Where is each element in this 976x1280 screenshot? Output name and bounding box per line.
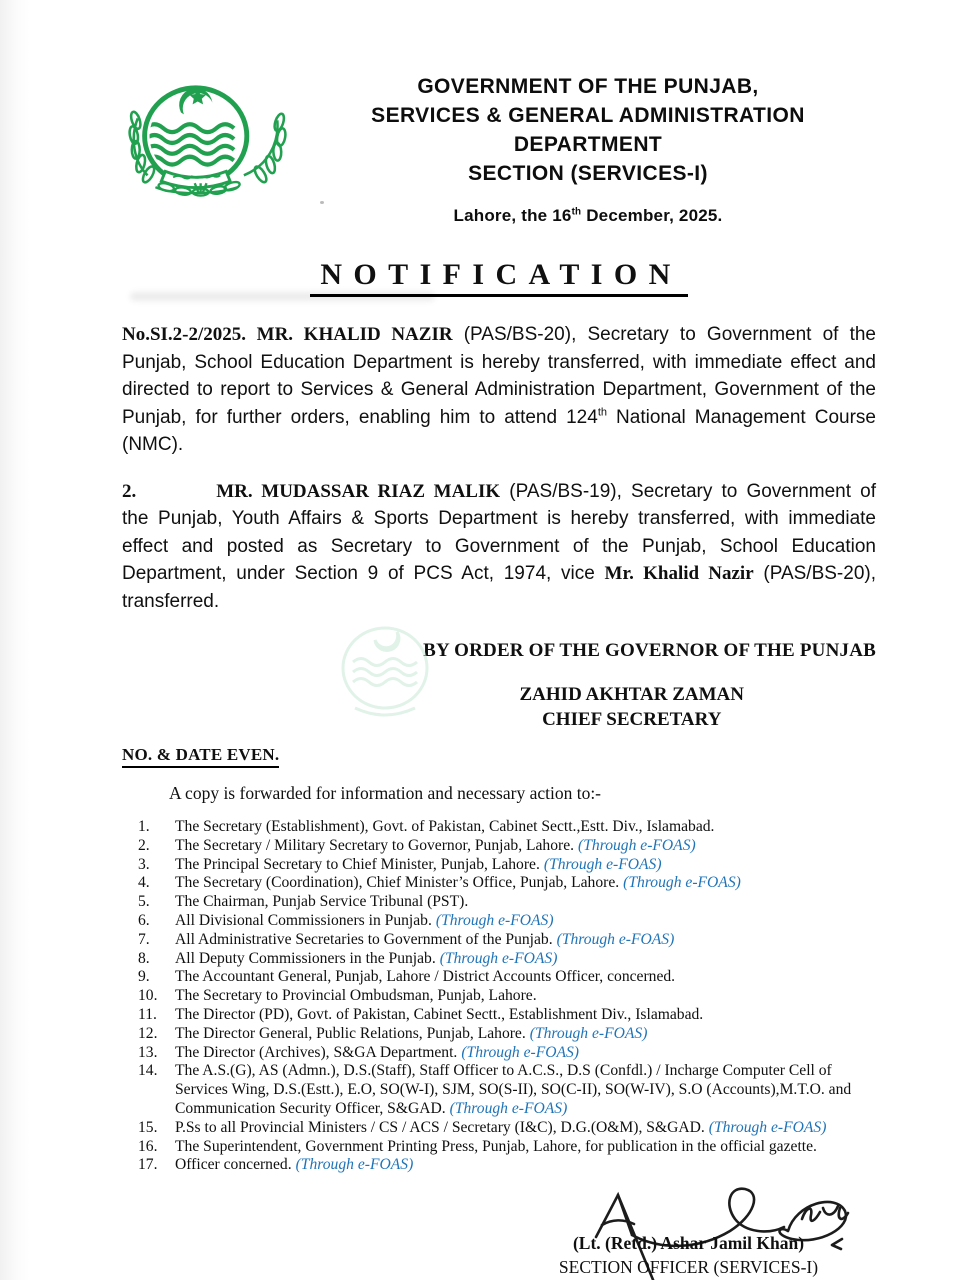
recipient-text: The Chairman, Punjab Service Tribunal (PST). bbox=[175, 893, 469, 911]
recipient-text: The Secretary / Military Secretary to Governor, Punjab, Lahore. (Through e-FOAS) bbox=[175, 836, 696, 854]
efoas-note: (Through e-FOAS) bbox=[461, 1043, 579, 1061]
recipient-number: 4. bbox=[138, 874, 150, 892]
efoas-note: (Through e-FOAS) bbox=[529, 1024, 648, 1042]
recipient-text: The Director General, Public Relations, Punjab, Lahore. (Through e-FOAS) bbox=[175, 1024, 648, 1042]
recipient-item bbox=[122, 856, 876, 875]
recipient-item bbox=[122, 1044, 876, 1063]
recipient-item bbox=[122, 818, 876, 837]
recipient-text: All Deputy Commissioners in the Punjab. (Through e-FOAS) bbox=[175, 949, 558, 967]
recipient-item bbox=[122, 837, 876, 856]
efoas-note: (Through e-FOAS) bbox=[543, 855, 662, 873]
recipient-item bbox=[122, 1025, 876, 1044]
recipient-number: 12. bbox=[138, 1024, 158, 1042]
efoas-note: (Through e-FOAS) bbox=[708, 1118, 827, 1136]
recipient-item bbox=[122, 1006, 876, 1025]
copy-forwarded-line: A copy is forwarded for information and necessary action to:- bbox=[169, 783, 602, 803]
efoas-note: (Through e-FOAS) bbox=[623, 874, 741, 892]
recipient-item bbox=[122, 893, 876, 912]
recipient-number: 9. bbox=[138, 968, 150, 986]
recipient-text: All Divisional Commissioners in Punjab. (Through e-FOAS) bbox=[175, 911, 554, 929]
signing-officer-name: (Lt. (Retd.) Ashar Jamil Khan) bbox=[572, 1233, 805, 1254]
recipient-item bbox=[122, 987, 876, 1006]
scan-page-edge bbox=[0, 0, 30, 1280]
document-content bbox=[122, 0, 876, 1279]
recipient-number: 10. bbox=[138, 987, 158, 1005]
recipient-text: The Director (Archives), S&GA Department. (Through e-FOAS) bbox=[175, 1043, 579, 1061]
recipient-number: 5. bbox=[138, 893, 150, 911]
case-number-and-officer: No.SI.2-2/2025. MR. KHALID NAZIR bbox=[122, 324, 453, 345]
signatory-block bbox=[520, 682, 745, 732]
recipient-text: P.Ss to all Provincial Ministers / CS / ACS / Secretary (I&C), D.G.(O&M), S&GAD. (Through e-FOAS) bbox=[175, 1118, 827, 1136]
recipient-number: 17. bbox=[138, 1156, 158, 1174]
recipient-number: 3. bbox=[138, 855, 150, 873]
punjab-crest-logo-icon bbox=[122, 80, 300, 203]
reference-line: NO. & DATE EVEN. bbox=[122, 745, 279, 768]
recipient-list bbox=[122, 818, 876, 1175]
recipient-text: The Principal Secretary to Chief Minister, Punjab, Lahore. (Through e-FOAS) bbox=[175, 855, 662, 873]
recipient-number: 11. bbox=[138, 1005, 157, 1023]
efoas-note: (Through e-FOAS) bbox=[556, 930, 675, 948]
header-line-1: GOVERNMENT OF THE PUNJAB, bbox=[417, 75, 759, 98]
recipient-text: The Secretary to Provincial Ombudsman, Punjab, Lahore. bbox=[175, 987, 537, 1005]
recipient-text: The Secretary (Establishment), Govt. of Pakistan, Cabinet Sectt.,Estt. Div., Islamabad. bbox=[175, 818, 715, 835]
recipient-item bbox=[122, 912, 876, 931]
recipient-item bbox=[122, 950, 876, 969]
signing-officer-title: SECTION OFFICER (SERVICES-I) bbox=[558, 1257, 819, 1278]
department-header bbox=[300, 72, 876, 230]
recipient-number: 8. bbox=[138, 949, 150, 967]
efoas-note: (Through e-FOAS) bbox=[578, 836, 696, 854]
recipient-item bbox=[122, 931, 876, 950]
header-line-2: SERVICES & GENERAL ADMINISTRATION bbox=[371, 104, 805, 127]
signatory-title: CHIEF SECRETARY bbox=[542, 709, 722, 730]
recipient-item bbox=[122, 1119, 876, 1138]
efoas-note: (Through e-FOAS) bbox=[435, 911, 554, 929]
recipient-item bbox=[122, 1062, 876, 1118]
efoas-note: (Through e-FOAS) bbox=[439, 949, 558, 967]
recipient-text: All Administrative Secretaries to Government of the Punjab. (Through e-FOAS) bbox=[175, 930, 675, 948]
paragraph-2: 2. MR. MUDASSAR RIAZ MALIK (PAS/BS-19), Secretary to Government of the Punjab, Youth Affairs & Sports Department is hereby transferred, with immediate effect and posted as Secretary to Government of the Punjab, School Education Department, under Section 9 of PCS Act, 1974, vice Mr. Khalid Nazir (PAS/BS-20), transferred. bbox=[122, 480, 876, 612]
recipient-item bbox=[122, 1138, 876, 1157]
header-line-4: SECTION (SERVICES-I) bbox=[468, 162, 708, 185]
efoas-note: (Through e-FOAS) bbox=[449, 1099, 568, 1117]
header-line-3: DEPARTMENT bbox=[513, 133, 663, 156]
recipient-number: 2. bbox=[138, 836, 150, 854]
crest-watermark-icon bbox=[325, 618, 445, 723]
recipient-text: The A.S.(G), AS (Admn.), D.S.(Staff), Staff Officer to A.C.S., D.S (Confdl.) / Incharge Computer Cell of Services Wing, D.S.(Estt.), E.O, SO(W-I), SJM, SO(S-II), SO(C-II), SO(W-IV), S.O (Accounts),M.T.O. and Communication Security Officer, S&GAD. (Through e-FOAS) bbox=[175, 1062, 852, 1117]
recipient-text: The Superintendent, Government Printing Press, Punjab, Lahore, for publication in the official gazette. bbox=[175, 1137, 817, 1155]
recipient-number: 1. bbox=[138, 818, 150, 835]
recipient-number: 14. bbox=[138, 1062, 158, 1080]
notification-title: NOTIFICATION bbox=[122, 258, 876, 297]
paragraph-1: No.SI.2-2/2025. MR. KHALID NAZIR (PAS/BS-20), Secretary to Government of the Punjab, School Education Department is hereby transferred, with immediate effect and directed to report to Services & General Administration Department, Government of the Punjab, for further orders, enabling him to attend 124th National Management Course (NMC). bbox=[122, 324, 876, 455]
recipient-text: The Secretary (Coordination), Chief Minister’s Office, Punjab, Lahore. (Through e-FOAS) bbox=[175, 874, 741, 892]
recipient-number: 15. bbox=[138, 1118, 158, 1136]
recipient-item bbox=[122, 1156, 876, 1175]
efoas-note: (Through e-FOAS) bbox=[295, 1156, 414, 1174]
recipient-text: The Director (PD), Govt. of Pakistan, Cabinet Sectt., Establishment Div., Islamabad. bbox=[175, 1005, 704, 1023]
recipient-number: 6. bbox=[138, 911, 150, 929]
recipient-item bbox=[122, 968, 876, 987]
recipient-number: 16. bbox=[138, 1137, 158, 1155]
officer-name-bold: MR. MUDASSAR RIAZ MALIK bbox=[216, 480, 501, 502]
recipient-number: 13. bbox=[138, 1043, 158, 1061]
recipient-item bbox=[122, 874, 876, 893]
letterhead bbox=[122, 72, 876, 230]
place-date-line: Lahore, the 16th December, 2025. bbox=[453, 206, 723, 225]
signature-block bbox=[527, 1179, 850, 1279]
recipient-number: 7. bbox=[138, 930, 150, 948]
recipient-text: Officer concerned. (Through e-FOAS) bbox=[175, 1156, 414, 1174]
by-order-line: BY ORDER OF THE GOVERNOR OF THE PUNJAB bbox=[423, 640, 876, 661]
signatory-name: ZAHID AKHTAR ZAMAN bbox=[519, 684, 744, 705]
recipient-text: The Accountant General, Punjab, Lahore / District Accounts Officer, concerned. bbox=[175, 968, 676, 986]
